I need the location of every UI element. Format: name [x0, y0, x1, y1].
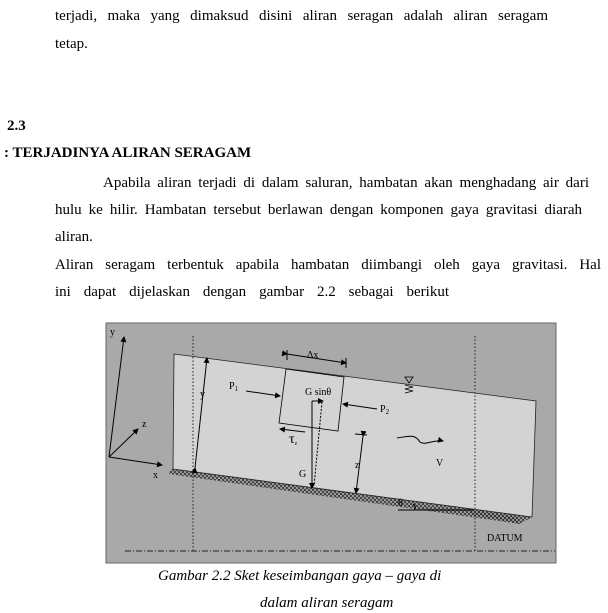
uniform-flow-diagram — [105, 322, 557, 564]
datum-label: DATUM — [487, 533, 523, 544]
z-axis-label: z — [142, 419, 147, 430]
section-title: : TERJADINYA ALIRAN SERAGAM — [4, 145, 252, 161]
paragraph-line: aliran. — [55, 229, 93, 245]
figure-caption: dalam aliran seragam — [260, 595, 394, 611]
y-axis-label: y — [110, 327, 115, 338]
v-label: V — [436, 458, 444, 469]
theta-label: θ — [398, 498, 403, 509]
tau-label: $\tau_z$ — [289, 432, 298, 447]
g-sin-theta-label: G sinθ — [305, 387, 332, 398]
paragraph-line: Aliran seragam terbentuk apabila hambatan diimbangi oleh gaya gravitasi. Hal — [55, 257, 601, 273]
paragraph-line: terjadi, maka yang dimaksud disini aliran seragan adalah aliran seragam — [55, 8, 548, 24]
paragraph-line: Apabila aliran terjadi di dalam saluran, hambatan akan menghadang air dari — [103, 175, 589, 191]
g-label: G — [299, 469, 307, 480]
paragraph-line: ini dapat dijelaskan dengan gambar 2.2 sebagai berikut — [55, 284, 449, 300]
dx-label: Δx — [307, 350, 319, 361]
paragraph-line: hulu ke hilir. Hambatan tersebut berlawan dengan komponen gaya gravitasi diarah — [55, 202, 582, 218]
p1-label: $P_1$ — [229, 381, 239, 393]
section-number: 2.3 — [7, 118, 26, 134]
x-axis-label: x — [153, 470, 158, 481]
depth-label: y — [200, 389, 205, 400]
figure-caption: Gambar 2.2 Sket keseimbangan gaya – gaya di — [158, 568, 442, 584]
p2-label: $P_2$ — [380, 404, 390, 416]
paragraph-line: tetap. — [55, 36, 88, 52]
z-label: z — [355, 460, 360, 471]
